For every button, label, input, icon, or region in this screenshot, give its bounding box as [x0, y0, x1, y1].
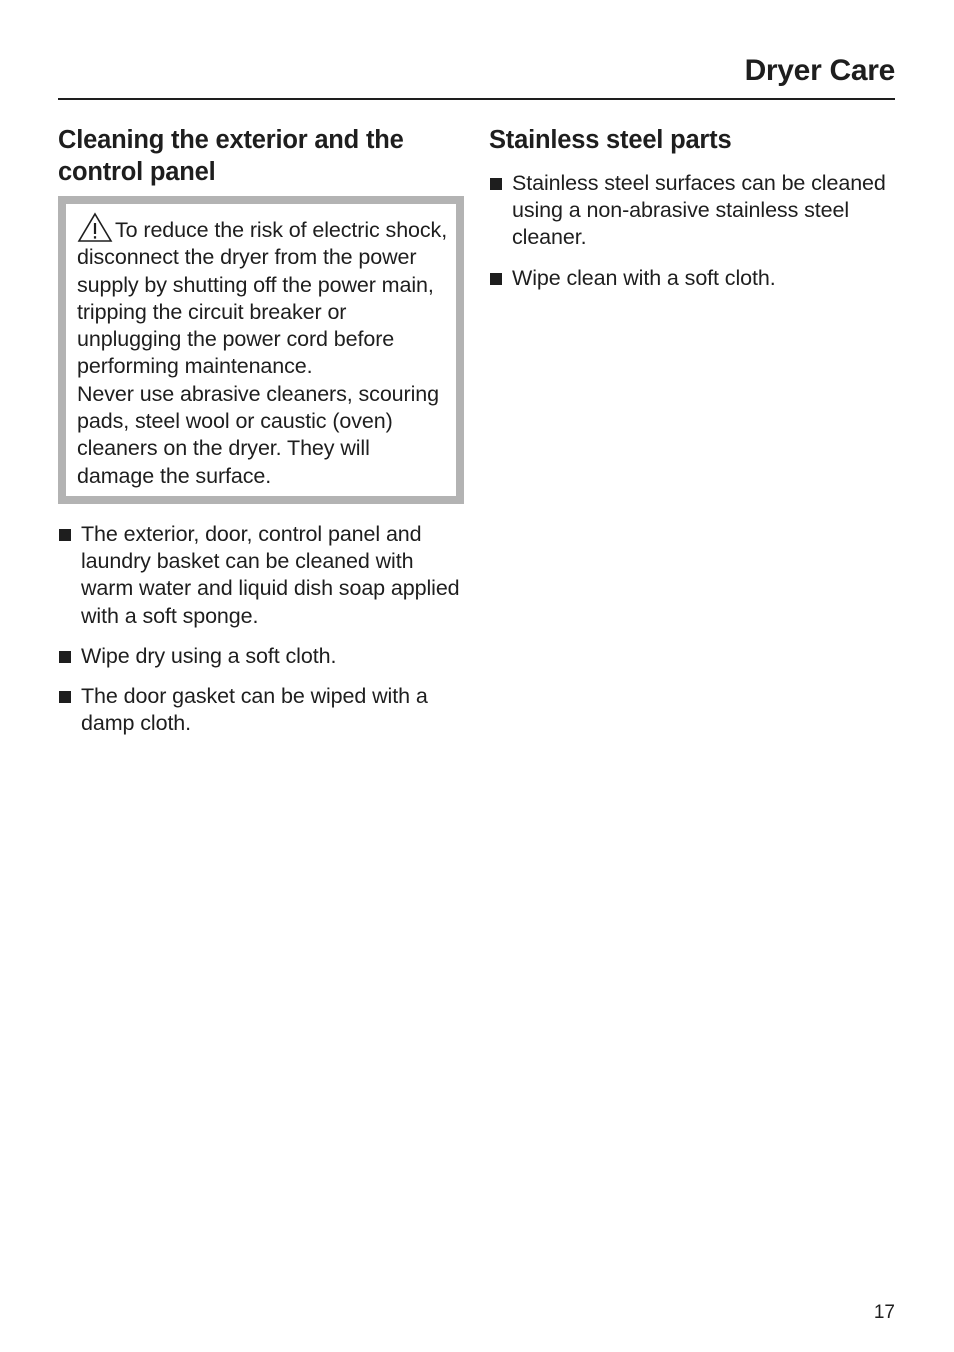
page-title: Dryer Care — [744, 54, 895, 87]
square-bullet-icon — [490, 273, 502, 285]
cleaning-exterior-heading: Cleaning the exterior and the control panel — [58, 126, 404, 186]
square-bullet-icon — [490, 178, 502, 190]
list-item — [58, 683, 464, 737]
list-item-text: Wipe clean with a soft cloth. — [512, 265, 776, 290]
stainless-steel-section — [489, 124, 895, 305]
warning-text-disconnect: To reduce the risk of electric shock, disconnect the dryer from the power supply by shutting off the power main, tripping the circuit breaker or unplugging the power cord before performing maintenance. — [77, 218, 448, 379]
stainless-steel-list — [489, 170, 895, 292]
square-bullet-icon — [59, 651, 71, 663]
warning-box — [58, 196, 464, 504]
cleaning-exterior-list — [58, 521, 464, 737]
list-item — [489, 170, 895, 252]
cleaning-exterior-section — [58, 124, 464, 750]
list-item-text: Stainless steel surfaces can be cleaned using a non-abrasive stainless steel cleaner. — [512, 171, 886, 250]
page-header — [58, 50, 895, 100]
stainless-steel-heading: Stainless steel parts — [489, 126, 732, 154]
list-item — [58, 643, 464, 670]
page-number: 17 — [873, 1302, 895, 1323]
list-item-text: Wipe dry using a soft cloth. — [81, 643, 337, 668]
list-item-text: The door gasket can be wiped with a damp cloth. — [81, 683, 428, 736]
list-item — [58, 521, 464, 630]
warning-paragraph — [77, 212, 450, 381]
list-item — [489, 265, 895, 292]
square-bullet-icon — [59, 529, 71, 541]
warning-text-abrasive: Never use abrasive cleaners, scouring pads, steel wool or caustic (oven) cleaners on the dryer. They will damage the surface. — [77, 381, 439, 488]
warning-triangle-icon — [77, 212, 113, 242]
list-item-text: The exterior, door, control panel and laundry basket can be cleaned with warm water and liquid dish soap applied with a soft sponge. — [81, 521, 460, 628]
square-bullet-icon — [59, 691, 71, 703]
